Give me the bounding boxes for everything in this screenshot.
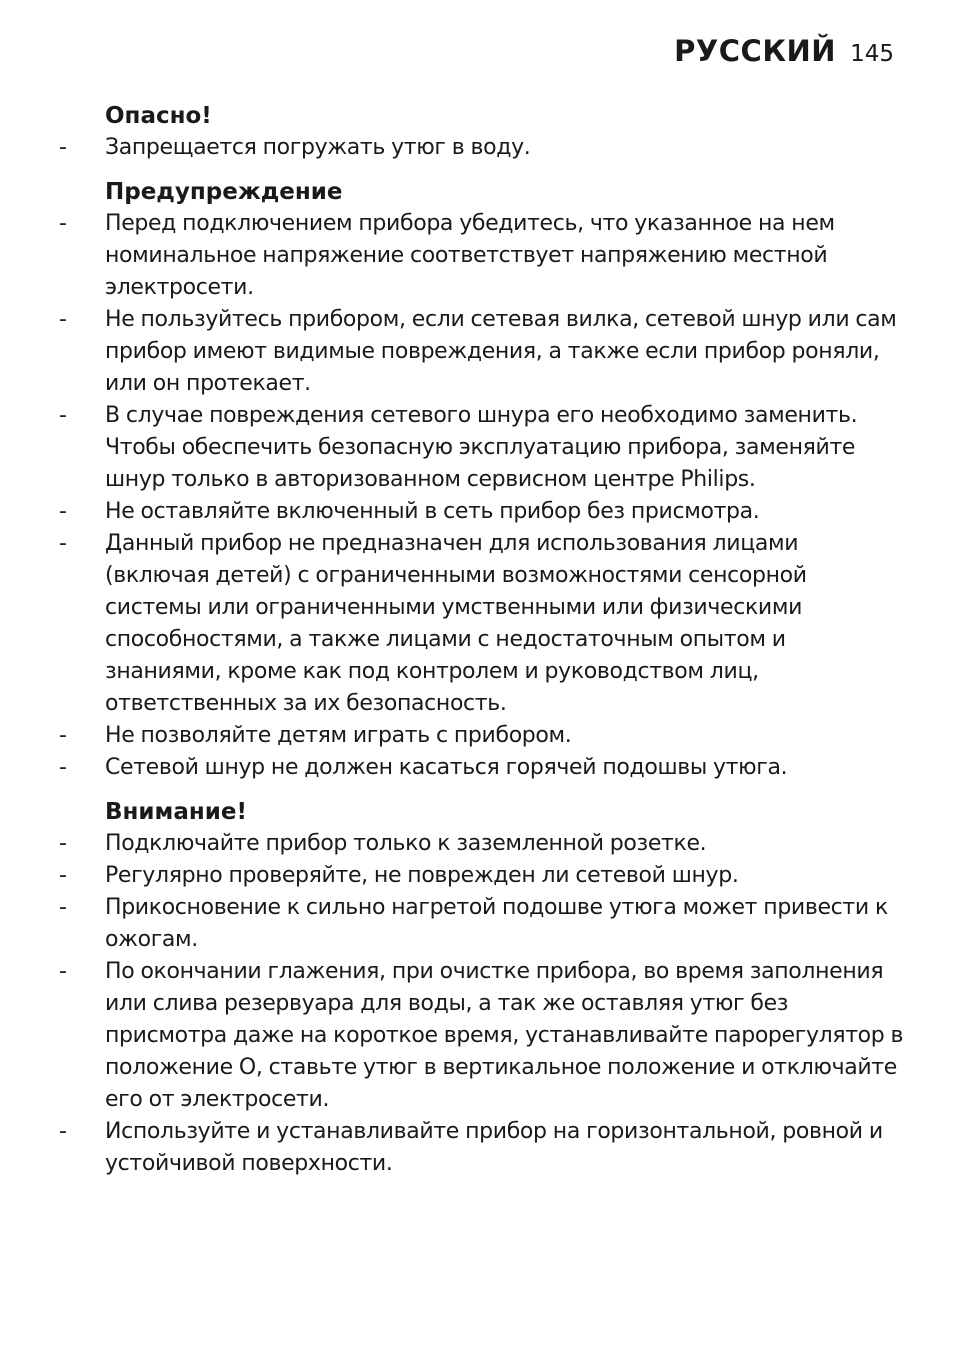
section-danger xyxy=(0,100,954,164)
list-item: - Данный прибор не предназначен для использования лицами (включая детей) с ограниченными возможностями сенсорной системы или ограниченными умственными или физическими способностями, а также лицами с недостаточным опытом и знаниями, кроме как под контролем и руководством лиц, ответственных за их безопасность. xyxy=(59,531,807,716)
list-item: - Запрещается погружать утюг в воду. xyxy=(59,135,531,160)
list-item: - Перед подключением прибора убедитесь, что указанное на нем номинальное напряжение соответствует напряжению местной электросети. xyxy=(59,211,835,300)
bullet-list xyxy=(0,208,954,784)
page-number: 145 xyxy=(850,41,894,67)
bullet-list xyxy=(0,828,954,1180)
list-item: - Регулярно проверяйте, не поврежден ли сетевой шнур. xyxy=(59,863,739,888)
page-header xyxy=(674,34,894,68)
list-item: - Сетевой шнур не должен касаться горячей подошвы утюга. xyxy=(59,755,788,780)
section-caution xyxy=(0,796,954,1180)
bullet-list xyxy=(0,132,954,164)
document-body xyxy=(0,100,954,1180)
list-item: - Не оставляйте включенный в сеть прибор без присмотра. xyxy=(59,499,760,524)
list-item: - В случае повреждения сетевого шнура его необходимо заменить. Чтобы обеспечить безопасную эксплуатацию прибора, заменяйте шнур только в авторизованном сервисном центре Philips. xyxy=(59,403,858,492)
section-warning xyxy=(0,176,954,784)
list-item: - Не позволяйте детям играть с прибором. xyxy=(59,723,572,748)
language-heading: РУССКИЙ xyxy=(674,34,837,68)
list-item: - Прикосновение к сильно нагретой подошве утюга может привести к ожогам. xyxy=(59,895,888,952)
section-title: Опасно! xyxy=(105,103,212,129)
section-title: Внимание! xyxy=(105,799,247,825)
list-item: - По окончании глажения, при очистке прибора, во время заполнения или слива резервуара для воды, а так же оставляя утюг без присмотра даже на короткое время, устанавливайте парорегулятор в положение O, ставьте утюг в вертикальное положение и отключайте его от электросети. xyxy=(59,959,904,1112)
list-item: - Подключайте прибор только к заземленной розетке. xyxy=(59,831,707,856)
list-item: - Используйте и устанавливайте прибор на горизонтальной, ровной и устойчивой поверхности. xyxy=(59,1119,883,1176)
section-title: Предупреждение xyxy=(105,179,343,205)
list-item: - Не пользуйтесь прибором, если сетевая вилка, сетевой шнур или сам прибор имеют видимые повреждения, а также если прибор роняли, или он протекает. xyxy=(59,307,897,396)
